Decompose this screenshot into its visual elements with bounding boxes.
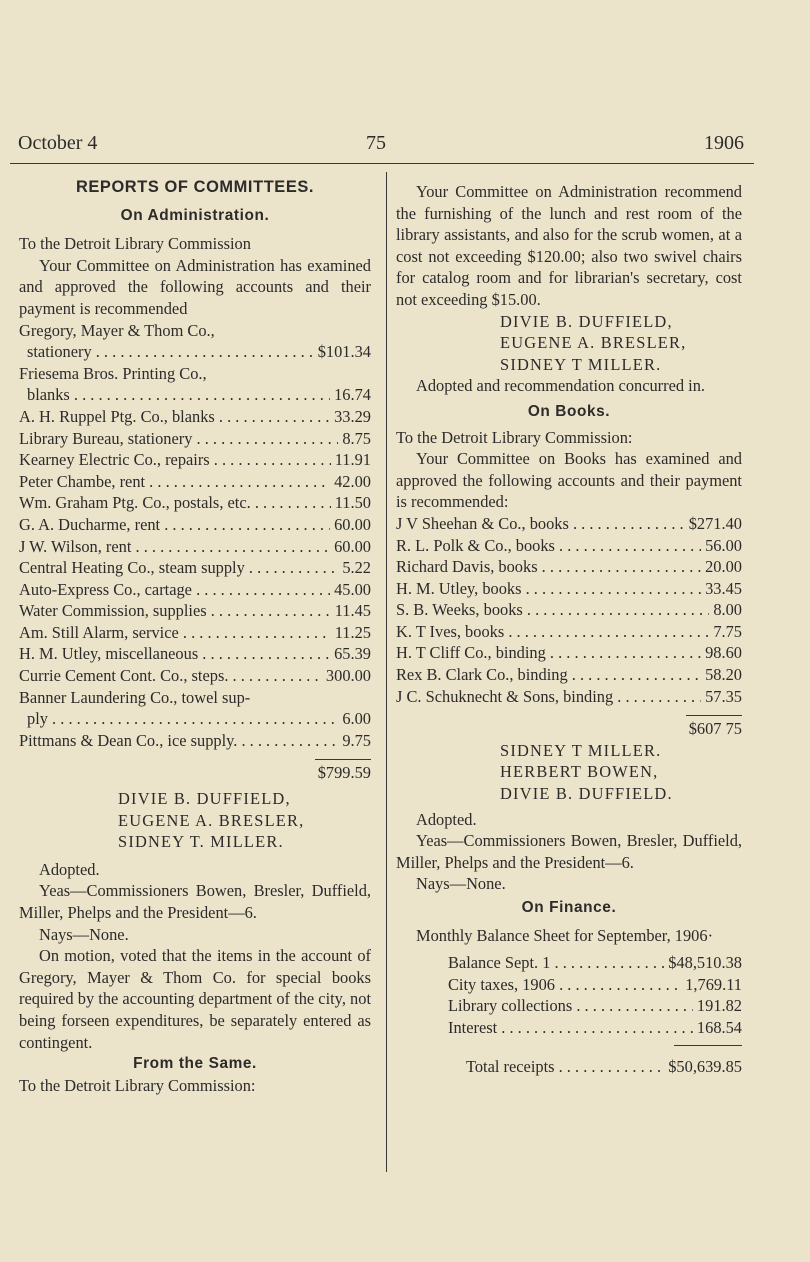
account-amount: 11.45 — [334, 601, 371, 621]
account-row — [19, 449, 371, 471]
account-amount: 8.00 — [713, 600, 742, 620]
finance-total-amount: $50,639.85 — [668, 1056, 742, 1076]
account-row — [19, 643, 371, 665]
account-row — [19, 708, 371, 730]
admin-recommendation: Your Committee on Administration recommend the furnishing of the lunch and rest room of the library assistants, and also for the scrub women, at a cost not exceeding $120.00; also two swivel chairs for catalog room and for librarian's secretary, cost not exceeding $15.00. — [396, 182, 742, 309]
account-row — [448, 1017, 742, 1039]
account-amount: 60.00 — [334, 536, 371, 556]
account-row — [19, 579, 371, 601]
account-name: Balance Sept. 1 . . . — [448, 952, 664, 974]
page-header — [18, 132, 744, 164]
administration-heading: On Administration. — [120, 206, 270, 224]
account-amount: 191.82 — [696, 996, 742, 1016]
left-column — [19, 173, 371, 1096]
account-name: City taxes, 1906 . . . — [448, 974, 681, 996]
account-amount: 9.75 — [342, 730, 371, 750]
account-amount: 20.00 — [705, 557, 742, 577]
account-name: R. L. Polk & Co., books . . . — [396, 535, 701, 557]
books-total-rule — [686, 715, 742, 716]
account-amount: 168.54 — [696, 1017, 742, 1037]
account-amount: 7.75 — [713, 621, 742, 641]
yeas-text: Yeas—Commissioners Bowen, Bresler, Duffield, Miller, Phelps and the President—6. — [19, 881, 371, 922]
admin-adopted-text: Adopted and recommendation concurred in. — [416, 376, 706, 396]
account-name: Pittmans & Dean Co., ice supply. . . . — [19, 730, 338, 752]
account-row — [448, 974, 742, 996]
finance-total-row — [396, 1056, 742, 1078]
account-row — [396, 535, 742, 557]
reports-heading: REPORTS OF COMMITTEES. — [75, 178, 315, 196]
account-amount: 33.29 — [334, 406, 371, 426]
nays-text: Nays—None. — [39, 924, 129, 944]
books-total: $607 75 — [688, 719, 742, 739]
account-amount: 8.75 — [342, 428, 371, 448]
account-row — [448, 995, 742, 1017]
finance-total-rule — [674, 1045, 742, 1046]
account-name: Central Heating Co., steam supply . . . — [19, 557, 338, 579]
account-row — [396, 513, 742, 535]
signature-line: SIDNEY T MILLER. — [500, 740, 662, 760]
account-name-line: Friesema Bros. Printing Co., — [19, 363, 207, 383]
books-yeas-text: Yeas—Commissioners Bowen, Bresler, Duffield, Miller, Phelps and the President—6. — [396, 831, 742, 872]
account-name: Peter Chambe, rent . . . — [19, 471, 330, 493]
account-name: H. M. Utley, books . . . — [396, 578, 701, 600]
salutation: To the Detroit Library Commission — [19, 234, 251, 254]
from-same-heading: From the Same. — [133, 1055, 257, 1073]
account-name: J V Sheehan & Co., books . . . — [396, 513, 685, 535]
books-accounts-list — [396, 513, 742, 707]
account-row — [19, 492, 371, 514]
books-heading: On Books. — [527, 402, 611, 420]
account-name: Richard Davis, books . . . — [396, 556, 701, 578]
account-row — [19, 730, 371, 752]
account-row — [396, 664, 742, 686]
account-row — [19, 557, 371, 579]
account-name: Library collections . . . — [448, 995, 693, 1017]
account-name: Am. Still Alarm, service . . . — [19, 622, 331, 644]
account-amount: 60.00 — [334, 514, 371, 534]
account-row — [396, 686, 742, 708]
motion-text: On motion, voted that the items in the account of Gregory, Mayer & Thom Co. for special books required by the accounting department of the city, not being forseen expenditures, be separately entered as contingent. — [19, 946, 371, 1052]
column-divider — [386, 172, 387, 1172]
account-name: Kearney Electric Co., repairs . . . — [19, 449, 331, 471]
account-name: Auto-Express Co., cartage . . . — [19, 579, 330, 601]
account-row — [19, 600, 371, 622]
account-row — [19, 622, 371, 644]
account-name: J W. Wilson, rent . . . — [19, 536, 330, 558]
account-name: G. A. Ducharme, rent . . . — [19, 514, 330, 536]
account-name: Rex B. Clark Co., binding . . . — [396, 664, 701, 686]
account-amount: 45.00 — [334, 579, 371, 599]
account-amount: 33.45 — [705, 578, 742, 598]
account-amount: 42.00 — [334, 471, 371, 491]
page-number: 75 — [366, 132, 386, 154]
account-name: Interest . . . — [448, 1017, 693, 1039]
adopted-text: Adopted. — [39, 859, 100, 879]
signature-line: SIDNEY T. MILLER. — [118, 832, 284, 852]
account-row — [19, 428, 371, 450]
account-name: J C. Schuknecht & Sons, binding . . . — [396, 686, 701, 708]
account-amount: $101.34 — [317, 342, 371, 362]
account-row — [396, 556, 742, 578]
account-amount: 56.00 — [705, 535, 742, 555]
account-row — [396, 642, 742, 664]
account-row — [19, 406, 371, 428]
account-amount: 57.35 — [705, 686, 742, 706]
account-amount: 58.20 — [705, 665, 742, 685]
account-amount: 11.25 — [334, 622, 371, 642]
account-name-cont: ply . . . — [27, 708, 338, 730]
account-amount: 11.50 — [334, 493, 371, 513]
account-amount: 98.60 — [705, 643, 742, 663]
header-year: 1906 — [704, 132, 744, 154]
admin-signatures — [19, 788, 371, 853]
finance-items-list — [396, 952, 742, 1038]
account-amount: $271.40 — [688, 513, 742, 533]
account-amount: 300.00 — [325, 666, 371, 686]
account-row — [19, 536, 371, 558]
finance-heading: On Finance. — [521, 899, 617, 916]
account-amount: 5.22 — [342, 558, 371, 578]
account-amount: 1,769.11 — [685, 974, 742, 994]
account-row — [19, 384, 371, 406]
account-row — [396, 621, 742, 643]
account-amount: 65.39 — [334, 644, 371, 664]
account-amount: 6.00 — [342, 709, 371, 729]
books-signatures — [396, 740, 742, 805]
signature-line: EUGENE A. BRESLER, — [118, 810, 305, 830]
signature-line: SIDNEY T MILLER. — [500, 354, 662, 374]
account-row — [396, 599, 742, 621]
account-amount: 11.91 — [334, 450, 371, 470]
account-row — [19, 341, 371, 363]
admin-signatures-right — [396, 311, 742, 376]
admin-intro: Your Committee on Administration has examined and approved the following accounts and their payment is recommended — [19, 255, 371, 318]
right-column — [396, 181, 742, 1077]
account-row — [19, 471, 371, 493]
account-name: K. T Ives, books . . . — [396, 621, 709, 643]
account-name: Wm. Graham Ptg. Co., postals, etc. . . . — [19, 492, 331, 514]
total-rule — [315, 759, 371, 760]
signature-line: DIVIE B. DUFFIELD, — [118, 789, 291, 809]
account-amount: $48,510.38 — [668, 953, 742, 973]
account-row — [396, 578, 742, 600]
finance-intro: Monthly Balance Sheet for September, 1906· — [416, 925, 714, 945]
admin-accounts-list — [19, 320, 371, 752]
account-amount: 16.74 — [334, 385, 371, 405]
account-name: A. H. Ruppel Ptg. Co., blanks . . . — [19, 406, 330, 428]
account-name-cont: blanks . . . — [27, 384, 330, 406]
admin-total: $799.59 — [317, 763, 371, 783]
account-row — [448, 952, 742, 974]
signature-line: DIVIE B. DUFFIELD, — [500, 311, 673, 331]
header-date: October 4 — [18, 132, 98, 154]
account-row — [19, 514, 371, 536]
signature-line: EUGENE A. BRESLER, — [500, 333, 687, 353]
finance-total-label: Total receipts . . . — [466, 1056, 664, 1078]
account-name: H. M. Utley, miscellaneous . . . — [19, 643, 330, 665]
header-rule — [10, 163, 754, 164]
signature-line: HERBERT BOWEN, — [500, 762, 659, 782]
account-name-cont: stationery . . . — [27, 341, 314, 363]
account-name: Library Bureau, stationery . . . — [19, 428, 338, 450]
account-name-line: Banner Laundering Co., towel sup- — [19, 687, 251, 707]
books-adopted-text: Adopted. — [416, 809, 477, 829]
books-intro: Your Committee on Books has examined and approved the following accounts and their payment is recommended: — [396, 449, 742, 512]
account-name-line: Gregory, Mayer & Thom Co., — [19, 320, 215, 340]
account-name: Currie Cement Cont. Co., steps. . . . — [19, 665, 322, 687]
books-nays-text: Nays—None. — [416, 874, 506, 894]
account-row — [19, 665, 371, 687]
books-salutation: To the Detroit Library Commission: — [396, 427, 633, 447]
salutation-2: To the Detroit Library Commission: — [19, 1075, 256, 1095]
account-name: H. T Cliff Co., binding . . . — [396, 642, 701, 664]
account-name: Water Commission, supplies . . . — [19, 600, 331, 622]
account-name: S. B. Weeks, books . . . — [396, 599, 709, 621]
signature-line: DIVIE B. DUFFIELD. — [500, 784, 673, 804]
